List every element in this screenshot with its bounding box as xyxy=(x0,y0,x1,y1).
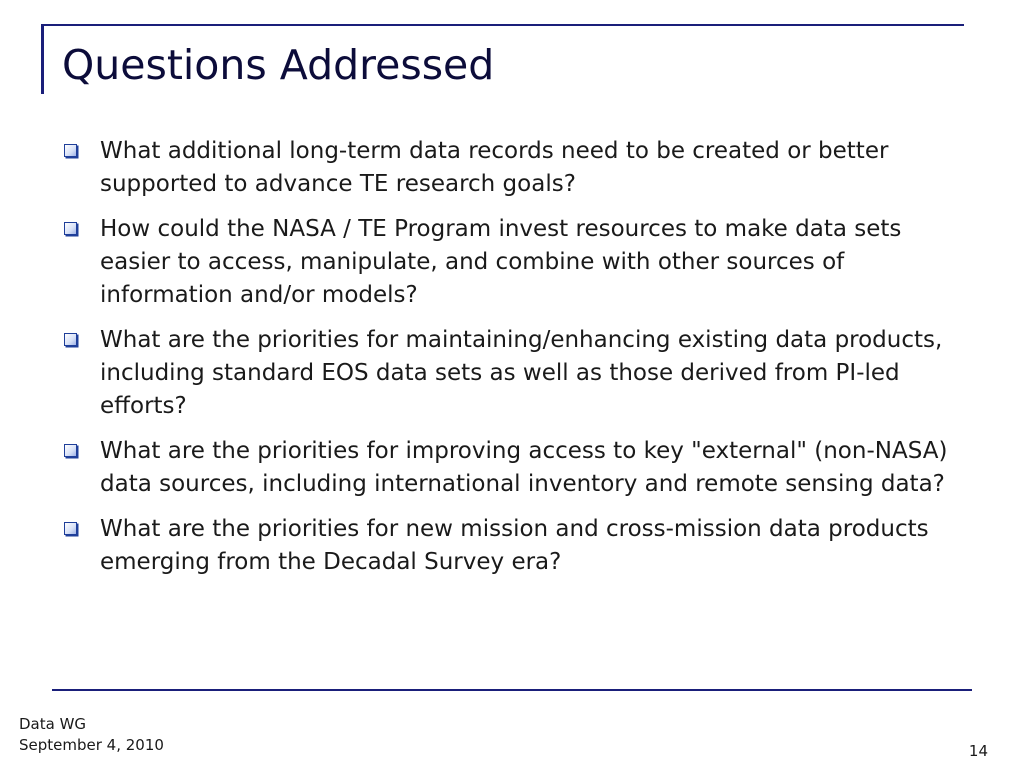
bullet-text: What additional long-term data records need to be created or better supported to advance TE research goals? xyxy=(100,138,889,197)
footer-rule xyxy=(52,689,972,691)
page-number: 14 xyxy=(968,742,988,760)
square-bullet-icon xyxy=(64,144,77,157)
slide-title: Questions Addressed xyxy=(62,41,495,89)
square-bullet-icon xyxy=(64,333,77,346)
bullet-item xyxy=(64,513,974,579)
bullet-text: What are the priorities for maintaining/enhancing existing data products, including standard EOS data sets as well as those derived from PI-led efforts? xyxy=(100,327,943,419)
bullet-item xyxy=(64,213,974,312)
footer-info xyxy=(19,714,164,756)
bullet-list xyxy=(64,135,974,591)
bullet-text: How could the NASA / TE Program invest resources to make data sets easier to access, manipulate, and combine with other sources of information and/or models? xyxy=(100,216,902,308)
square-bullet-icon xyxy=(64,522,77,535)
title-accent-horizontal-rule xyxy=(41,24,964,26)
bullet-item xyxy=(64,435,974,501)
bullet-item xyxy=(64,324,974,423)
footer-group-name: Data WG xyxy=(19,715,87,733)
square-bullet-icon xyxy=(64,222,77,235)
bullet-text: What are the priorities for new mission and cross-mission data products emerging from the Decadal Survey era? xyxy=(100,516,929,575)
bullet-text: What are the priorities for improving access to key "external" (non-NASA) data sources, including international inventory and remote sensing data? xyxy=(100,438,948,497)
bullet-item xyxy=(64,135,974,201)
title-accent-vertical-rule xyxy=(41,24,44,94)
footer-date: September 4, 2010 xyxy=(19,736,164,754)
square-bullet-icon xyxy=(64,444,77,457)
